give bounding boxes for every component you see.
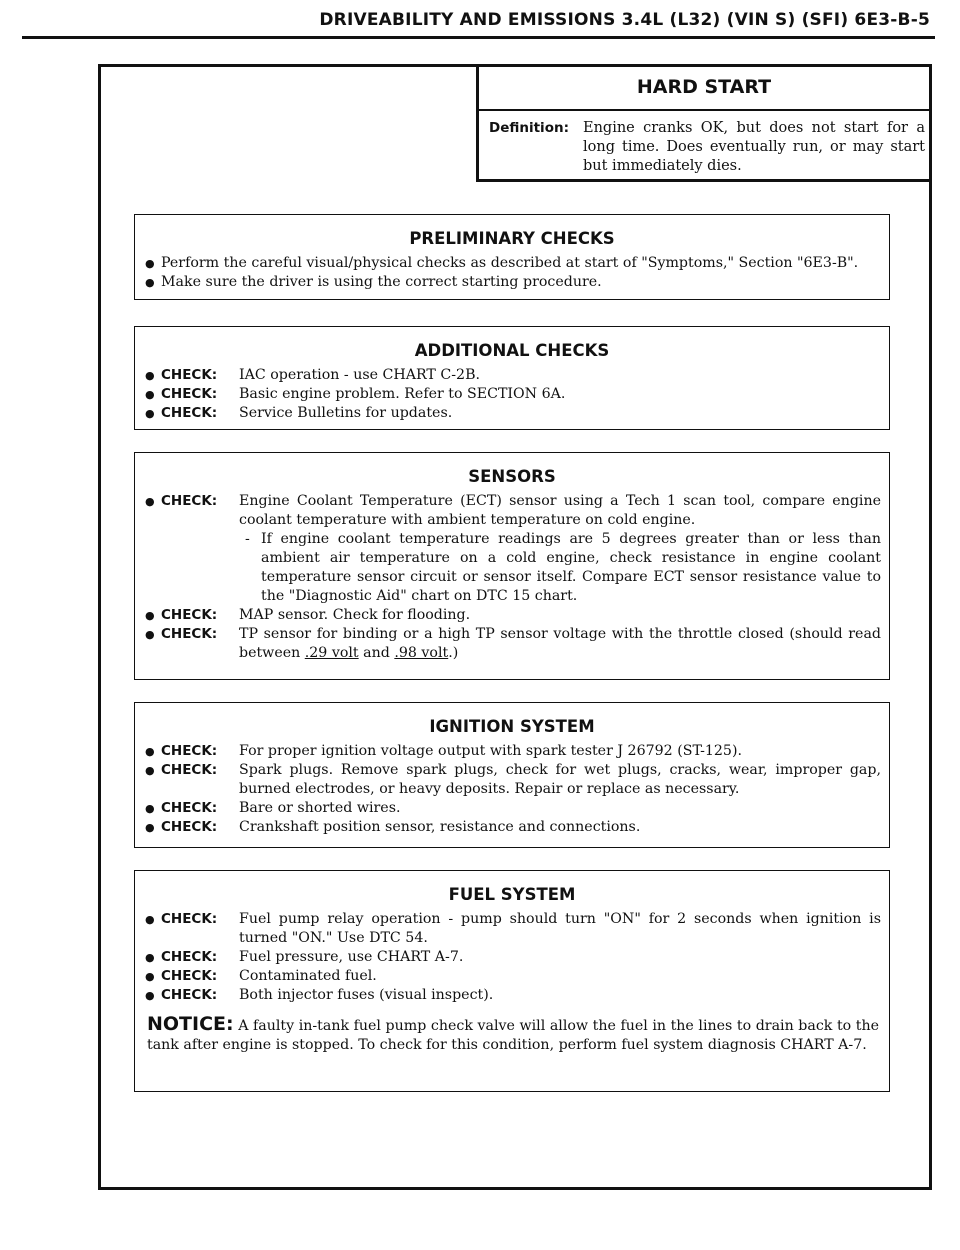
check-text: Basic engine problem. Refer to SECTION 6A. xyxy=(239,386,566,402)
hard-start-box xyxy=(476,64,932,182)
list-item xyxy=(145,948,881,967)
sub-text: If engine coolant temperature readings are 5 degrees greater than or less than ambient air temperature on a cold engine, check resistance in engine coolant temperature sensor circuit or sensor itself. Compare ECT sensor resistance value to the "Diagnostic Aid" chart on DTC 15 chart. xyxy=(261,531,881,604)
header-rule xyxy=(22,36,935,39)
check-label: ● CHECK: xyxy=(161,819,218,835)
check-text: IAC operation - use CHART C-2B. xyxy=(239,367,481,383)
check-label: ● CHECK: xyxy=(161,968,218,984)
notice-label: NOTICE: xyxy=(147,1013,234,1035)
hard-start-title: HARD START xyxy=(636,76,772,98)
list-item xyxy=(145,910,881,948)
check-label: ● CHECK: xyxy=(161,743,218,759)
check-label: ● CHECK: xyxy=(161,493,218,509)
check-label: ● CHECK: xyxy=(161,987,218,1003)
list-item xyxy=(145,492,881,606)
list-item xyxy=(145,818,881,837)
check-text: Spark plugs. Remove spark plugs, check for wet plugs, cracks, wear, improper gap, burned electrodes, or heavy deposits. Repair or replace as necessary. xyxy=(239,762,881,797)
sub-dash: - xyxy=(245,531,250,547)
tp-text-mid: and xyxy=(358,645,395,661)
fuel-system-list xyxy=(135,910,889,1005)
list-item xyxy=(145,385,881,404)
page-header: DRIVEABILITY AND EMISSIONS 3.4L (L32) (VIN S) (SFI) 6E3-B-5 xyxy=(319,10,930,30)
preliminary-checks-list xyxy=(135,254,889,292)
check-label: ● CHECK: xyxy=(161,762,218,778)
list-item xyxy=(145,986,881,1005)
list-item xyxy=(145,967,881,986)
list-item xyxy=(145,606,881,625)
preliminary-checks-box xyxy=(134,214,890,300)
notice xyxy=(147,1015,879,1055)
sensors-list xyxy=(135,492,889,663)
tp-value-low: .29 volt xyxy=(304,645,359,661)
ignition-system-box xyxy=(134,702,890,848)
tp-text-after: .) xyxy=(448,645,459,661)
additional-checks-title: ADDITIONAL CHECKS xyxy=(414,341,610,360)
check-text xyxy=(239,625,881,663)
additional-checks-list xyxy=(135,366,889,423)
tp-text-before: TP sensor for binding or a high TP sensor voltage with the throttle closed (should read between xyxy=(239,626,881,661)
preliminary-checks-title: PRELIMINARY CHECKS xyxy=(409,229,615,248)
fuel-system-title: FUEL SYSTEM xyxy=(448,885,576,904)
list-item xyxy=(145,366,881,385)
list-item xyxy=(145,761,881,799)
notice-text: A faulty in-tank fuel pump check valve will allow the fuel in the lines to drain back to the tank after engine is stopped. To check for this condition, perform fuel system diagnosis CHART A-7. xyxy=(147,1018,880,1053)
hard-start-rule xyxy=(479,109,929,111)
ignition-system-title: IGNITION SYSTEM xyxy=(429,717,595,736)
list-item xyxy=(145,404,881,423)
list-item xyxy=(145,625,881,663)
sensors-title: SENSORS xyxy=(468,467,556,486)
check-label: ● CHECK: xyxy=(161,626,218,642)
additional-checks-box xyxy=(134,326,890,430)
list-item: ● Make sure the driver is using the correct starting procedure. xyxy=(145,273,881,292)
check-text: Engine Coolant Temperature (ECT) sensor using a Tech 1 scan tool, compare engine coolant temperature with ambient temperature on cold engine. xyxy=(239,493,881,528)
check-text: Crankshaft position sensor, resistance and connections. xyxy=(239,819,641,835)
tp-value-high: .98 volt xyxy=(394,645,449,661)
list-item: ● Perform the careful visual/physical checks as described at start of "Symptoms," Section "6E3-B". xyxy=(145,254,881,273)
ignition-system-list xyxy=(135,742,889,837)
fuel-system-box xyxy=(134,870,890,1092)
check-text: MAP sensor. Check for flooding. xyxy=(239,607,471,623)
definition xyxy=(489,119,925,176)
definition-label: Definition: xyxy=(489,120,569,136)
check-text: Bare or shorted wires. xyxy=(239,800,401,816)
check-label: ● CHECK: xyxy=(161,800,218,816)
check-label: ● CHECK: xyxy=(161,607,218,623)
check-text: For proper ignition voltage output with spark tester J 26792 (ST-125). xyxy=(239,743,743,759)
check-text: Both injector fuses (visual inspect). xyxy=(239,987,494,1003)
list-item xyxy=(145,799,881,818)
check-text: Contaminated fuel. xyxy=(239,968,377,984)
check-label: ● CHECK: xyxy=(161,405,218,421)
check-text: Fuel pump relay operation - pump should turn "ON" for 2 seconds when ignition is turned "ON." Use DTC 54. xyxy=(239,911,881,946)
check-text: Fuel pressure, use CHART A-7. xyxy=(239,949,464,965)
check-label: ● CHECK: xyxy=(161,949,218,965)
definition-text: Engine cranks OK, but does not start for a long time. Does eventually run, or may start but immediately dies. xyxy=(583,120,925,174)
check-text: Service Bulletins for updates. xyxy=(239,405,453,421)
check-label: ● CHECK: xyxy=(161,911,218,927)
check-label: ● CHECK: xyxy=(161,386,218,402)
check-label: ● CHECK: xyxy=(161,367,218,383)
sensors-box xyxy=(134,452,890,680)
list-item xyxy=(145,742,881,761)
